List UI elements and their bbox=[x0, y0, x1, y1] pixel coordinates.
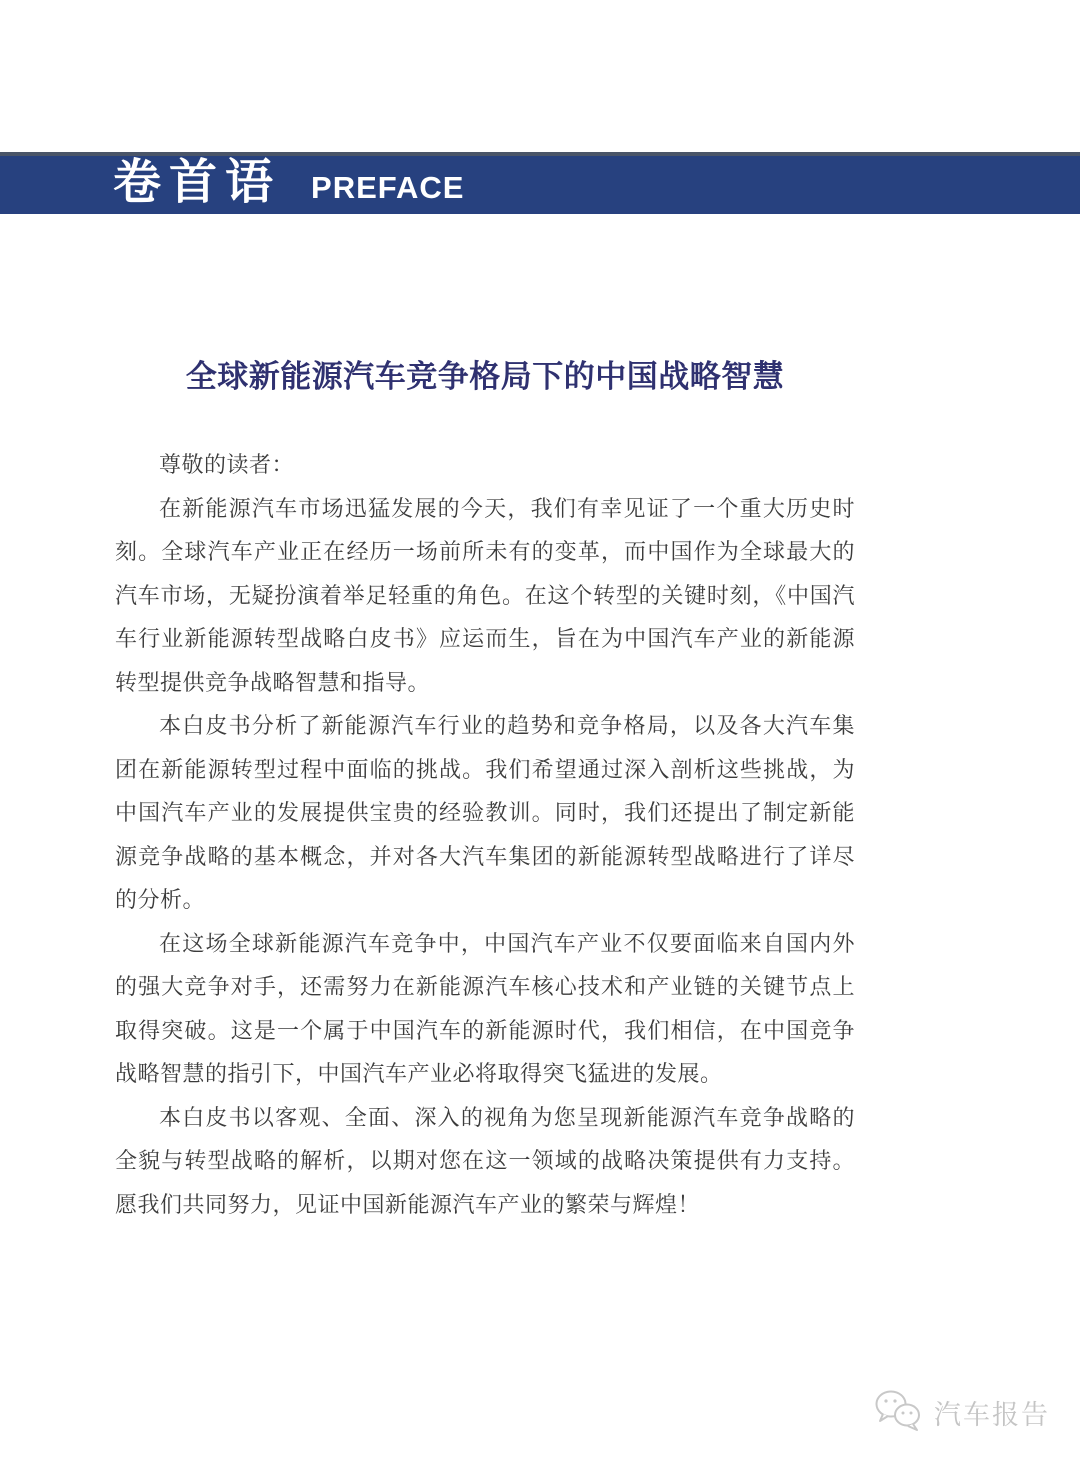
article-title: 全球新能源汽车竞争格局下的中国战略智慧 bbox=[185, 359, 785, 394]
article-body bbox=[115, 444, 855, 1227]
section-title-zh: 卷首语 bbox=[113, 156, 282, 209]
wechat-icon bbox=[872, 1388, 924, 1436]
section-title-en: PREFACE bbox=[311, 170, 465, 205]
paragraph: 本白皮书分析了新能源汽车行业的趋势和竞争格局，以及各大汽车集团在新能源转型过程中面临的挑战。我们希望通过深入剖析这些挑战，为中国汽车产业的发展提供宝贵的经验教训。同时，我们还提出了制定新能源竞争战略的基本概念，并对各大汽车集团的新能源转型战略进行了详尽的分析。 bbox=[115, 714, 855, 913]
preface-header-band bbox=[0, 152, 1080, 214]
watermark-label: 汽车报告 bbox=[934, 1399, 1050, 1430]
article bbox=[115, 214, 855, 1227]
paragraph: 在这场全球新能源汽车竞争中，中国汽车产业不仅要面临来自国内外的强大竞争对手，还需努力在新能源汽车核心技术和产业链的关键节点上取得突破。这是一个属于中国汽车的新能源时代，我们相信，在中国竞争战略智慧的指引下，中国汽车产业必将取得突飞猛进的发展。 bbox=[115, 931, 855, 1087]
account-watermark bbox=[872, 1388, 1050, 1436]
salutation: 尊敬的读者： bbox=[159, 453, 295, 478]
paragraph: 本白皮书以客观、全面、深入的视角为您呈现新能源汽车竞争战略的全貌与转型战略的解析，以期对您在这一领域的战略决策提供有力支持。愿我们共同努力，见证中国新能源汽车产业的繁荣与辉煌！ bbox=[115, 1105, 855, 1218]
paragraph: 在新能源汽车市场迅猛发展的今天，我们有幸见证了一个重大历史时刻。全球汽车产业正在经历一场前所未有的变革，而中国作为全球最大的汽车市场，无疑扮演着举足轻重的角色。在这个转型的关键时刻，《中国汽车行业新能源转型战略白皮书》应运而生，旨在为中国汽车产业的新能源转型提供竞争战略智慧和指导。 bbox=[115, 496, 855, 696]
